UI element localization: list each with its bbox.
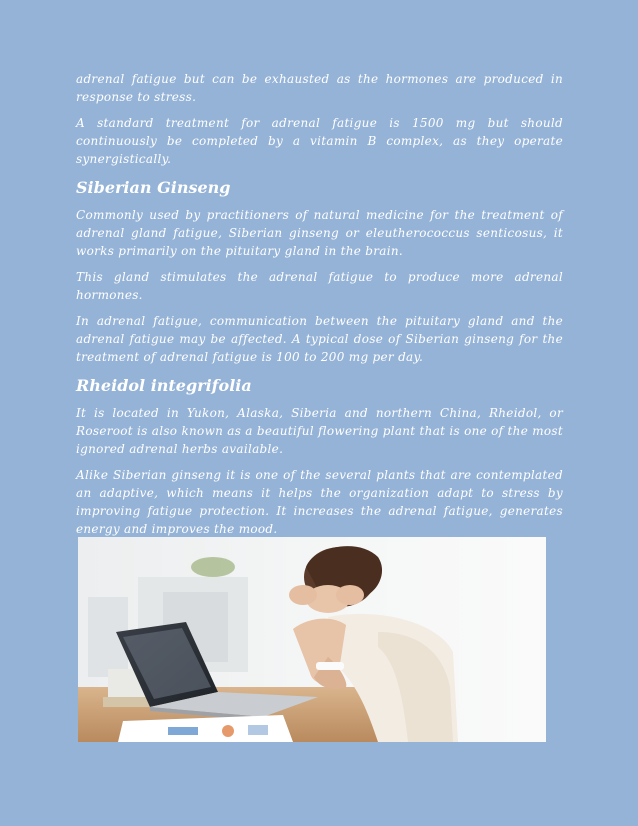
heading-rheidol-integrifolia: Rheidol integrifolia bbox=[76, 376, 252, 395]
paragraph-standard-treatment: A standard treatment for adrenal fatigue is 1500 mg but should continuously be completed by a vitamin B complex, as they operate synergistically. bbox=[76, 116, 563, 166]
document-body bbox=[76, 70, 563, 546]
paragraph-siberian-2: This gland stimulates the adrenal fatigue to produce more adrenal hormones. bbox=[76, 270, 563, 302]
paragraph-rheidol-2: Alike Siberian ginseng it is one of the several plants that are contemplated an adaptive, which means it helps the organization adapt to stress by improving fatigue protection. It increases the adrenal fatigue, generates energy and improves the mood. bbox=[76, 468, 563, 536]
heading-siberian-ginseng: Siberian Ginseng bbox=[76, 178, 231, 197]
paragraph-siberian-3: In adrenal fatigue, communication between the pituitary gland and the adrenal fatigue may be affected. A typical dose of Siberian ginseng for the treatment of adrenal fatigue is 100 to 200 mg per day. bbox=[76, 314, 563, 364]
paragraph-intro-continued: adrenal fatigue but can be exhausted as the hormones are produced in response to stress. bbox=[76, 72, 563, 104]
photo-illustration bbox=[78, 537, 546, 742]
photo-tired-woman-at-laptop bbox=[78, 537, 546, 742]
paragraph-siberian-1: Commonly used by practitioners of natural medicine for the treatment of adrenal gland fatigue, Siberian ginseng or eleutherococcus senticosus, it works primarily on the pituitary gland in the brain. bbox=[76, 208, 563, 258]
paragraph-rheidol-1: It is located in Yukon, Alaska, Siberia and northern China, Rheidol, or Roseroot is also known as a beautiful flowering plant that is one of the most ignored adrenal herbs available. bbox=[76, 406, 563, 456]
